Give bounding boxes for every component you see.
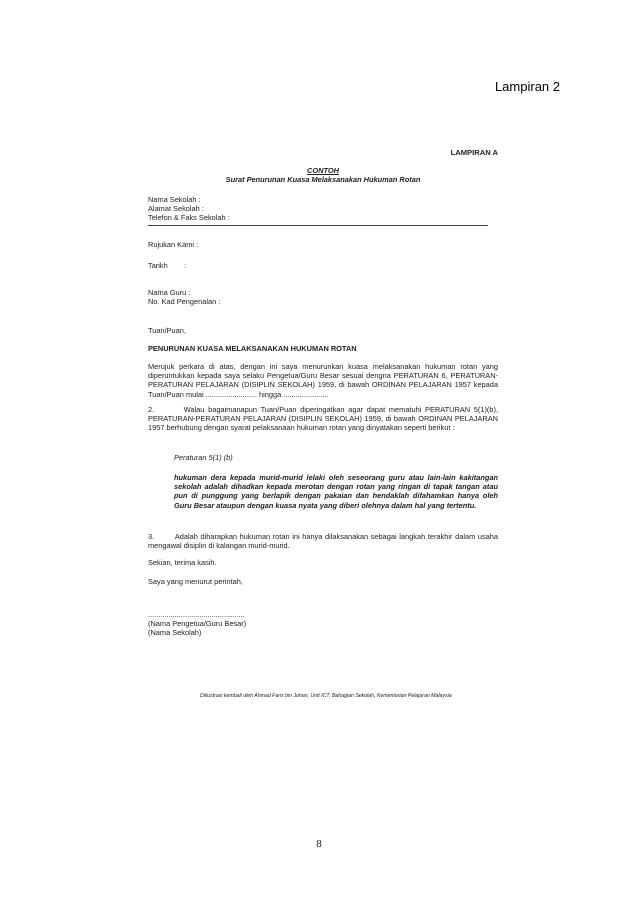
teacher-name-field: Nama Guru : xyxy=(148,288,191,297)
signature-line: ............................................... xyxy=(148,610,245,619)
signatory-school: (Nama Sekolah) xyxy=(148,628,202,637)
letterhead-divider xyxy=(148,225,488,226)
scanned-letter xyxy=(148,140,501,700)
school-phone-field: Telefon & Faks Sekolah : xyxy=(148,213,230,222)
regulation-text: hukuman dera kepada murid-murid lelaki oleh seseorang guru atau lain-lain kakitangan sekolah adalah dihadkan kepada merotan dengan rotan yang ringan di tapak tangan atau pun di punggung yang berlapik dengan pakaian dan hendaklah difahamkan hanya oleh Guru Besar ataupun dengan kuasa nyata yang diberi olehnya dalam hal yang tertentu. xyxy=(174,473,498,510)
school-name-field: Nama Sekolah : xyxy=(148,195,201,204)
salutation: Tuan/Puan, xyxy=(148,326,186,335)
signatory-title: (Nama Pengetua/Guru Besar) xyxy=(148,619,247,628)
letter-subject-title: Surat Penurunan Kuasa Melaksanakan Hukuman Rotan xyxy=(225,175,421,184)
ic-number-field: No. Kad Pengenalan : xyxy=(148,297,221,306)
paragraph-2: 2. Walau bagaimanapun Tuan/Puan diperingatkan agar dapat mematuhi PERATURAN 5(1)(b), PERATURAN-PERATURAN PELAJARAN (DISIPLIN SEKOLAH) 1959, di bawah ORDINAN PELAJARAN 1957 berhubung dengan syarat pelaksanaan hukuman rotan yang dinyatakan seperti berikut : xyxy=(148,405,501,433)
paragraph-3: 3. Adalah diharapkan hukuman rotan ini hanya dilaksanakan sebagai langkah terakhir dalam usaha mengawal disiplin di kalangan murid-murid. xyxy=(148,532,501,551)
contoh-heading: CONTOH xyxy=(307,166,339,175)
appendix-label: Lampiran 2 xyxy=(494,79,560,94)
signoff-line: Saya yang menurut perintah, xyxy=(148,577,243,586)
school-address-field: Alamat Sekolah : xyxy=(148,204,204,213)
lampiran-a-label: LAMPIRAN A xyxy=(450,148,498,157)
letter-heading: PENURUNAN KUASA MELAKSANAKAN HUKUMAN ROTAN xyxy=(148,344,357,353)
date-field: Tarikh : xyxy=(148,261,187,270)
reference-field: Rujukan Kami : xyxy=(148,240,199,249)
closing-line: Sekian, terima kasih. xyxy=(148,558,217,567)
regulation-label: Peraturan 5(1) (b) xyxy=(174,453,233,462)
page-number: 8 xyxy=(316,838,322,850)
illustration-credit: Diilustrasi kembali oleh Ahmad Faris bin Johan, Unit ICT, Bahagian Sekolah, Kementerian Pelajaran Malaysia xyxy=(200,693,452,699)
paragraph-1: Merujuk perkara di atas, dengan ini saya menurunkan kuasa melaksanakan hukuman rotan yang diperuntukkan kepada saya selaku Pengetua/Guru Besar sesuai dengna PERATURAN 6, PERATURAN-PERATURAN PELAJARAN (DISIPLIN SEKOLAH) 1959, di bawah ORDINAN PELAJARAN 1957 kepada Tuan/Puan mulai ......................... hingga ...................... xyxy=(148,362,498,399)
